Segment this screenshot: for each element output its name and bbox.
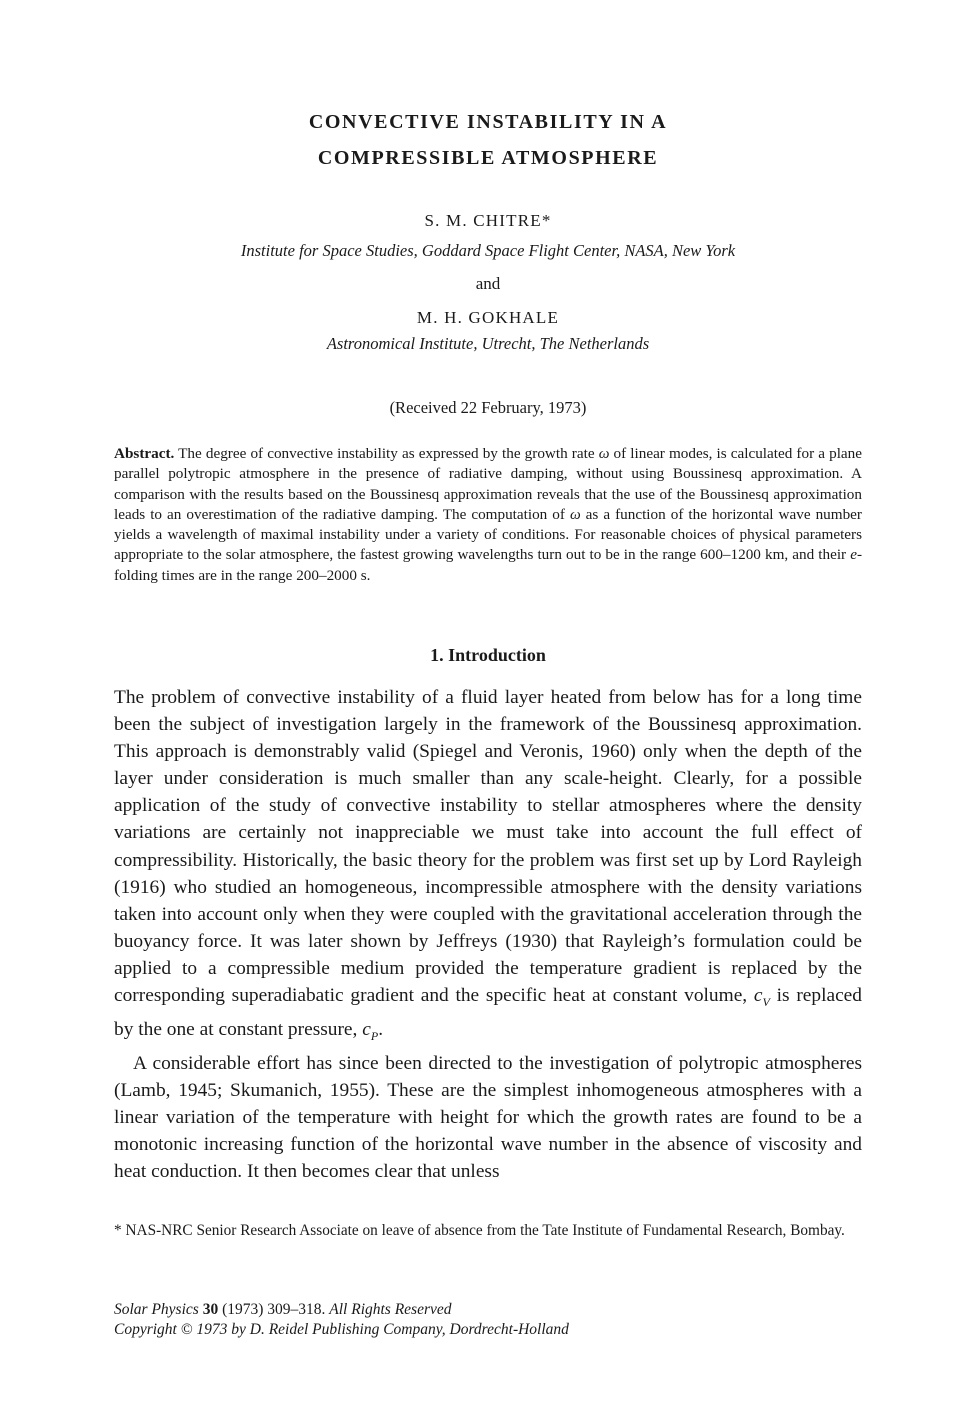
- copyright-line: Copyright © 1973 by D. Reidel Publishing Company, Dordrecht-Holland: [114, 1321, 569, 1338]
- paper-title-line-2: COMPRESSIBLE ATMOSPHERE: [317, 147, 659, 169]
- omega-symbol: ω: [598, 445, 610, 462]
- cv-symbol: c: [753, 985, 763, 1007]
- omega-symbol: ω: [569, 505, 581, 523]
- abstract-text-2: of linear modes, is calculated for a plane parallel polytropic atmosphere in the presence of radiative damping, without using Boussinesq approximation. A comparison with the results based on the Boussinesq approximation reveals that the use of the Boussinesq approximation leads to an overestimation of the radiative damping. The computation of: [114, 445, 862, 523]
- author-conjunction: and: [475, 274, 501, 293]
- journal-name: Solar Physics: [114, 1301, 199, 1318]
- affiliation-1: Institute for Space Studies, Goddard Space Flight Center, NASA, New York: [240, 241, 736, 260]
- e-symbol: e: [850, 546, 857, 564]
- abstract: [114, 444, 862, 586]
- section-heading: 1. Introduction: [430, 645, 546, 665]
- affiliation-2: Astronomical Institute, Utrecht, The Netherlands: [326, 334, 650, 353]
- cv-subscript: V: [762, 994, 770, 1009]
- abstract-text-1: The degree of convective instability as expressed by the growth rate: [174, 445, 599, 462]
- author-2: M. H. GOKHALE: [416, 308, 560, 327]
- paragraph-1-end: .: [378, 1019, 384, 1040]
- footnote: * NAS-NRC Senior Research Associate on leave of absence from the Tate Institute of Fundamental Research, Bombay.: [114, 1222, 845, 1239]
- abstract-label: Abstract.: [114, 445, 175, 462]
- paragraph-1-text-b: is replaced by the one at constant pressure,: [114, 985, 862, 1040]
- paper-title-line-1: CONVECTIVE INSTABILITY IN A: [308, 111, 668, 133]
- author-1: S. M. CHITRE*: [424, 211, 552, 230]
- journal-rights: All Rights Reserved: [329, 1301, 452, 1318]
- cp-subscript: P: [370, 1028, 379, 1043]
- journal-volume: 30: [202, 1301, 219, 1318]
- received-date: (Received 22 February, 1973): [389, 398, 587, 417]
- paragraph-1-text: The problem of convective instability of a fluid layer heated from below has for a long time been the subject of investigation largely in the framework of the Boussinesq approximation. This approach is demonstrably valid (Spiegel and Veronis, 1960) only when the depth of the layer under consideration is much smaller than any scale-height. Clearly, for a possible application of the study of convective instability to stellar atmospheres where the density variations are certainly not inappreciable we must take into account the full effect of compressibility. Historically, the basic theory for the problem was first set up by Lord Rayleigh (1916) who studied an homogeneous, incompressible atmosphere with the density variations taken into account only when they were coupled with the gravitational acceleration through the buoyancy force. It was later shown by Jeffreys (1930) that Rayleigh’s formulation could be applied to a compressible medium provided the temperature gradient is replaced by the corresponding superadiabatic gradient and the specific heat at constant volume,: [114, 687, 862, 1007]
- abstract-text-4: -folding times are in the range 200–2000 s.: [114, 546, 862, 584]
- cp-symbol: c: [362, 1019, 371, 1040]
- paragraph-1: [114, 684, 862, 1050]
- body-text: [114, 684, 862, 1185]
- abstract-text-3: as a function of the horizontal wave number yields a wavelength of maximal instability under a variety of conditions. For reasonable choices of physical parameters appropriate to the solar atmosphere, the fastest growing wavelengths turn out to be in the range 600–1200 km, and their: [114, 505, 862, 564]
- paragraph-2: A considerable effort has since been directed to the investigation of polytropic atmospheres (Lamb, 1945; Skumanich, 1955). These are the simplest inhomogeneous atmospheres with a linear variation of the temperature with height for which the growth rates are found to be a monotonic increasing function of the horizontal wave number in the absence of viscosity and heat conduction. It then becomes clear that unless: [114, 1052, 862, 1183]
- journal-details: (1973) 309–318.: [218, 1301, 330, 1318]
- journal-citation: [114, 1300, 874, 1320]
